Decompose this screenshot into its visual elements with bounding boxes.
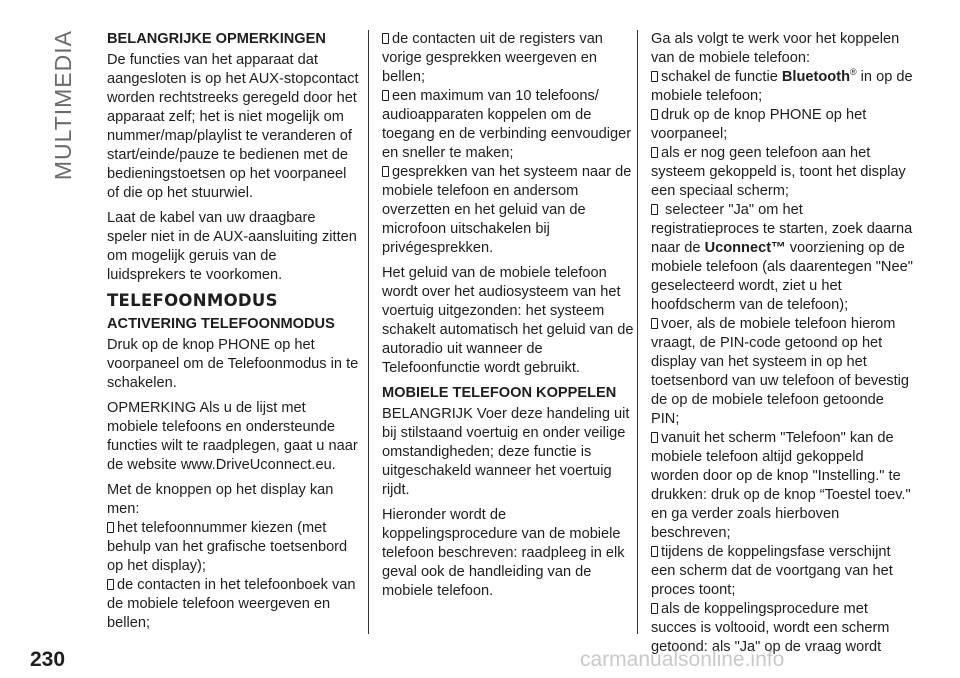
list-item: het telefoonnummer kiezen (met behulp van het grafische toetsenbord op het display); bbox=[107, 520, 348, 574]
bullet-icon bbox=[651, 603, 658, 614]
paragraph: Met de knoppen op het display kan men: bbox=[107, 482, 334, 517]
bullet-icon bbox=[651, 71, 658, 82]
bullet-icon bbox=[107, 522, 114, 533]
bullet-icon bbox=[382, 166, 389, 177]
bullet-icon bbox=[651, 546, 658, 557]
bullet-icon bbox=[382, 90, 389, 101]
heading-activering-telefoonmodus: ACTIVERING TELEFOONMODUS bbox=[107, 316, 335, 332]
section-label: MULTIMEDIA bbox=[50, 30, 76, 181]
watermark: carmanualsonline.info bbox=[580, 648, 785, 671]
paragraph: Hieronder wordt de koppelingsprocedure van de mobiele telefoon beschreven: raadpleeg in elk geval ook de handleiding van de mobiele telefoon. bbox=[382, 507, 625, 599]
paragraph: BELANGRIJK Voer deze handeling uit bij stilstaand voertuig en onder veilige omstandigheden; deze functie is uitgeschakeld wanneer het voertuig rijdt. bbox=[382, 406, 630, 498]
list-item: als de koppelingsprocedure met succes is voltooid, wordt een scherm getoond: als "Ja" op de vraag wordt bbox=[651, 601, 890, 655]
heading-mobiele-telefoon-koppelen: MOBIELE TELEFOON KOPPELEN bbox=[382, 385, 617, 401]
bullet-icon bbox=[651, 318, 658, 329]
paragraph: Het geluid van de mobiele telefoon wordt over het audiosysteem van het voertuig uitgezonden: het systeem schakelt automatisch het geluid van de autoradio uit wanneer de Telefoonfunctie wordt gebruikt. bbox=[382, 265, 634, 376]
paragraph: Ga als volgt te werk voor het koppelen van de mobiele telefoon: bbox=[651, 31, 900, 66]
list-item: druk op de knop PHONE op het voorpaneel; bbox=[651, 107, 867, 142]
paragraph: OPMERKING Als u de lijst met mobiele telefoons en ondersteunde functies wilt te raadplegen, gaat u naar de website www.DriveUconnect.eu. bbox=[107, 400, 358, 473]
list-item: de contacten in het telefoonboek van de mobiele telefoon weergeven en bellen; bbox=[107, 577, 356, 631]
bullet-icon bbox=[107, 579, 114, 590]
list-item: de contacten uit de registers van vorige gesprekken weergeven en bellen; bbox=[382, 31, 603, 85]
column-3 bbox=[651, 30, 913, 657]
column-divider bbox=[637, 30, 638, 634]
paragraph: Laat de kabel van uw draagbare speler niet in de AUX-aansluiting zitten om mogelijk geruis van de luidsprekers te voorkomen. bbox=[107, 210, 357, 283]
bullet-icon bbox=[651, 432, 658, 443]
paragraph: Druk op de knop PHONE op het voorpaneel om de Telefoonmodus in te schakelen. bbox=[107, 337, 359, 391]
list-item: een maximum van 10 telefoons/ audioapparaten koppelen om de toegang en de verbinding eenvoudiger en sneller te maken; bbox=[382, 88, 632, 161]
bullet-icon bbox=[382, 33, 389, 44]
list-item: selecteer "Ja" om het registratieproces te starten, zoek daarna naar de Uconnect™ voorziening op de mobiele telefoon (als daarentegen "Nee" geselecteerd wordt, ziet u het hoofdscherm van de telefoon); bbox=[651, 202, 913, 313]
column-1 bbox=[107, 30, 359, 633]
heading-belangrijke-opmerkingen: BELANGRIJKE OPMERKINGEN bbox=[107, 31, 326, 47]
list-item: vanuit het scherm "Telefoon" kan de mobiele telefoon altijd gekoppeld worden door op de knop "Instelling." te drukken: druk op de knop “Toestel toev." en ga verder zoals hierboven beschreven; bbox=[651, 430, 911, 541]
column-2 bbox=[382, 30, 634, 607]
paragraph: De functies van het apparaat dat aangesloten is op het AUX-stopcontact worden rechtstreeks geregeld door het apparaat zelf; het is niet mogelijk om nummer/map/playlist te veranderen of start/einde/pauze te bedienen met de bedieningstoetsen op het voorpaneel of die op het stuurwiel. bbox=[107, 52, 359, 201]
list-item: schakel de functie Bluetooth® in op de mobiele telefoon; bbox=[651, 67, 913, 104]
list-item: tijdens de koppelingsfase verschijnt een scherm dat de voortgang van het proces toont; bbox=[651, 544, 893, 598]
column-divider bbox=[368, 30, 369, 634]
section-title-telefoonmodus: TELEFOONMODUS bbox=[107, 291, 278, 310]
list-item: voer, als de mobiele telefoon hierom vraagt, de PIN-code getoond op het display van het systeem in op het toetsenbord van uw telefoon of bevestig de op de mobiele telefoon getoonde PIN; bbox=[651, 316, 909, 427]
bullet-icon bbox=[651, 147, 658, 158]
list-item: gesprekken van het systeem naar de mobiele telefoon en andersom overzetten en het geluid van de microfoon uitschakelen bij privégesprekken. bbox=[382, 164, 632, 256]
bullet-icon bbox=[651, 109, 658, 120]
page-number: 230 bbox=[30, 648, 66, 671]
bullet-icon bbox=[651, 204, 658, 215]
list-item: als er nog geen telefoon aan het systeem gekoppeld is, toont het display een speciaal scherm; bbox=[651, 145, 906, 199]
